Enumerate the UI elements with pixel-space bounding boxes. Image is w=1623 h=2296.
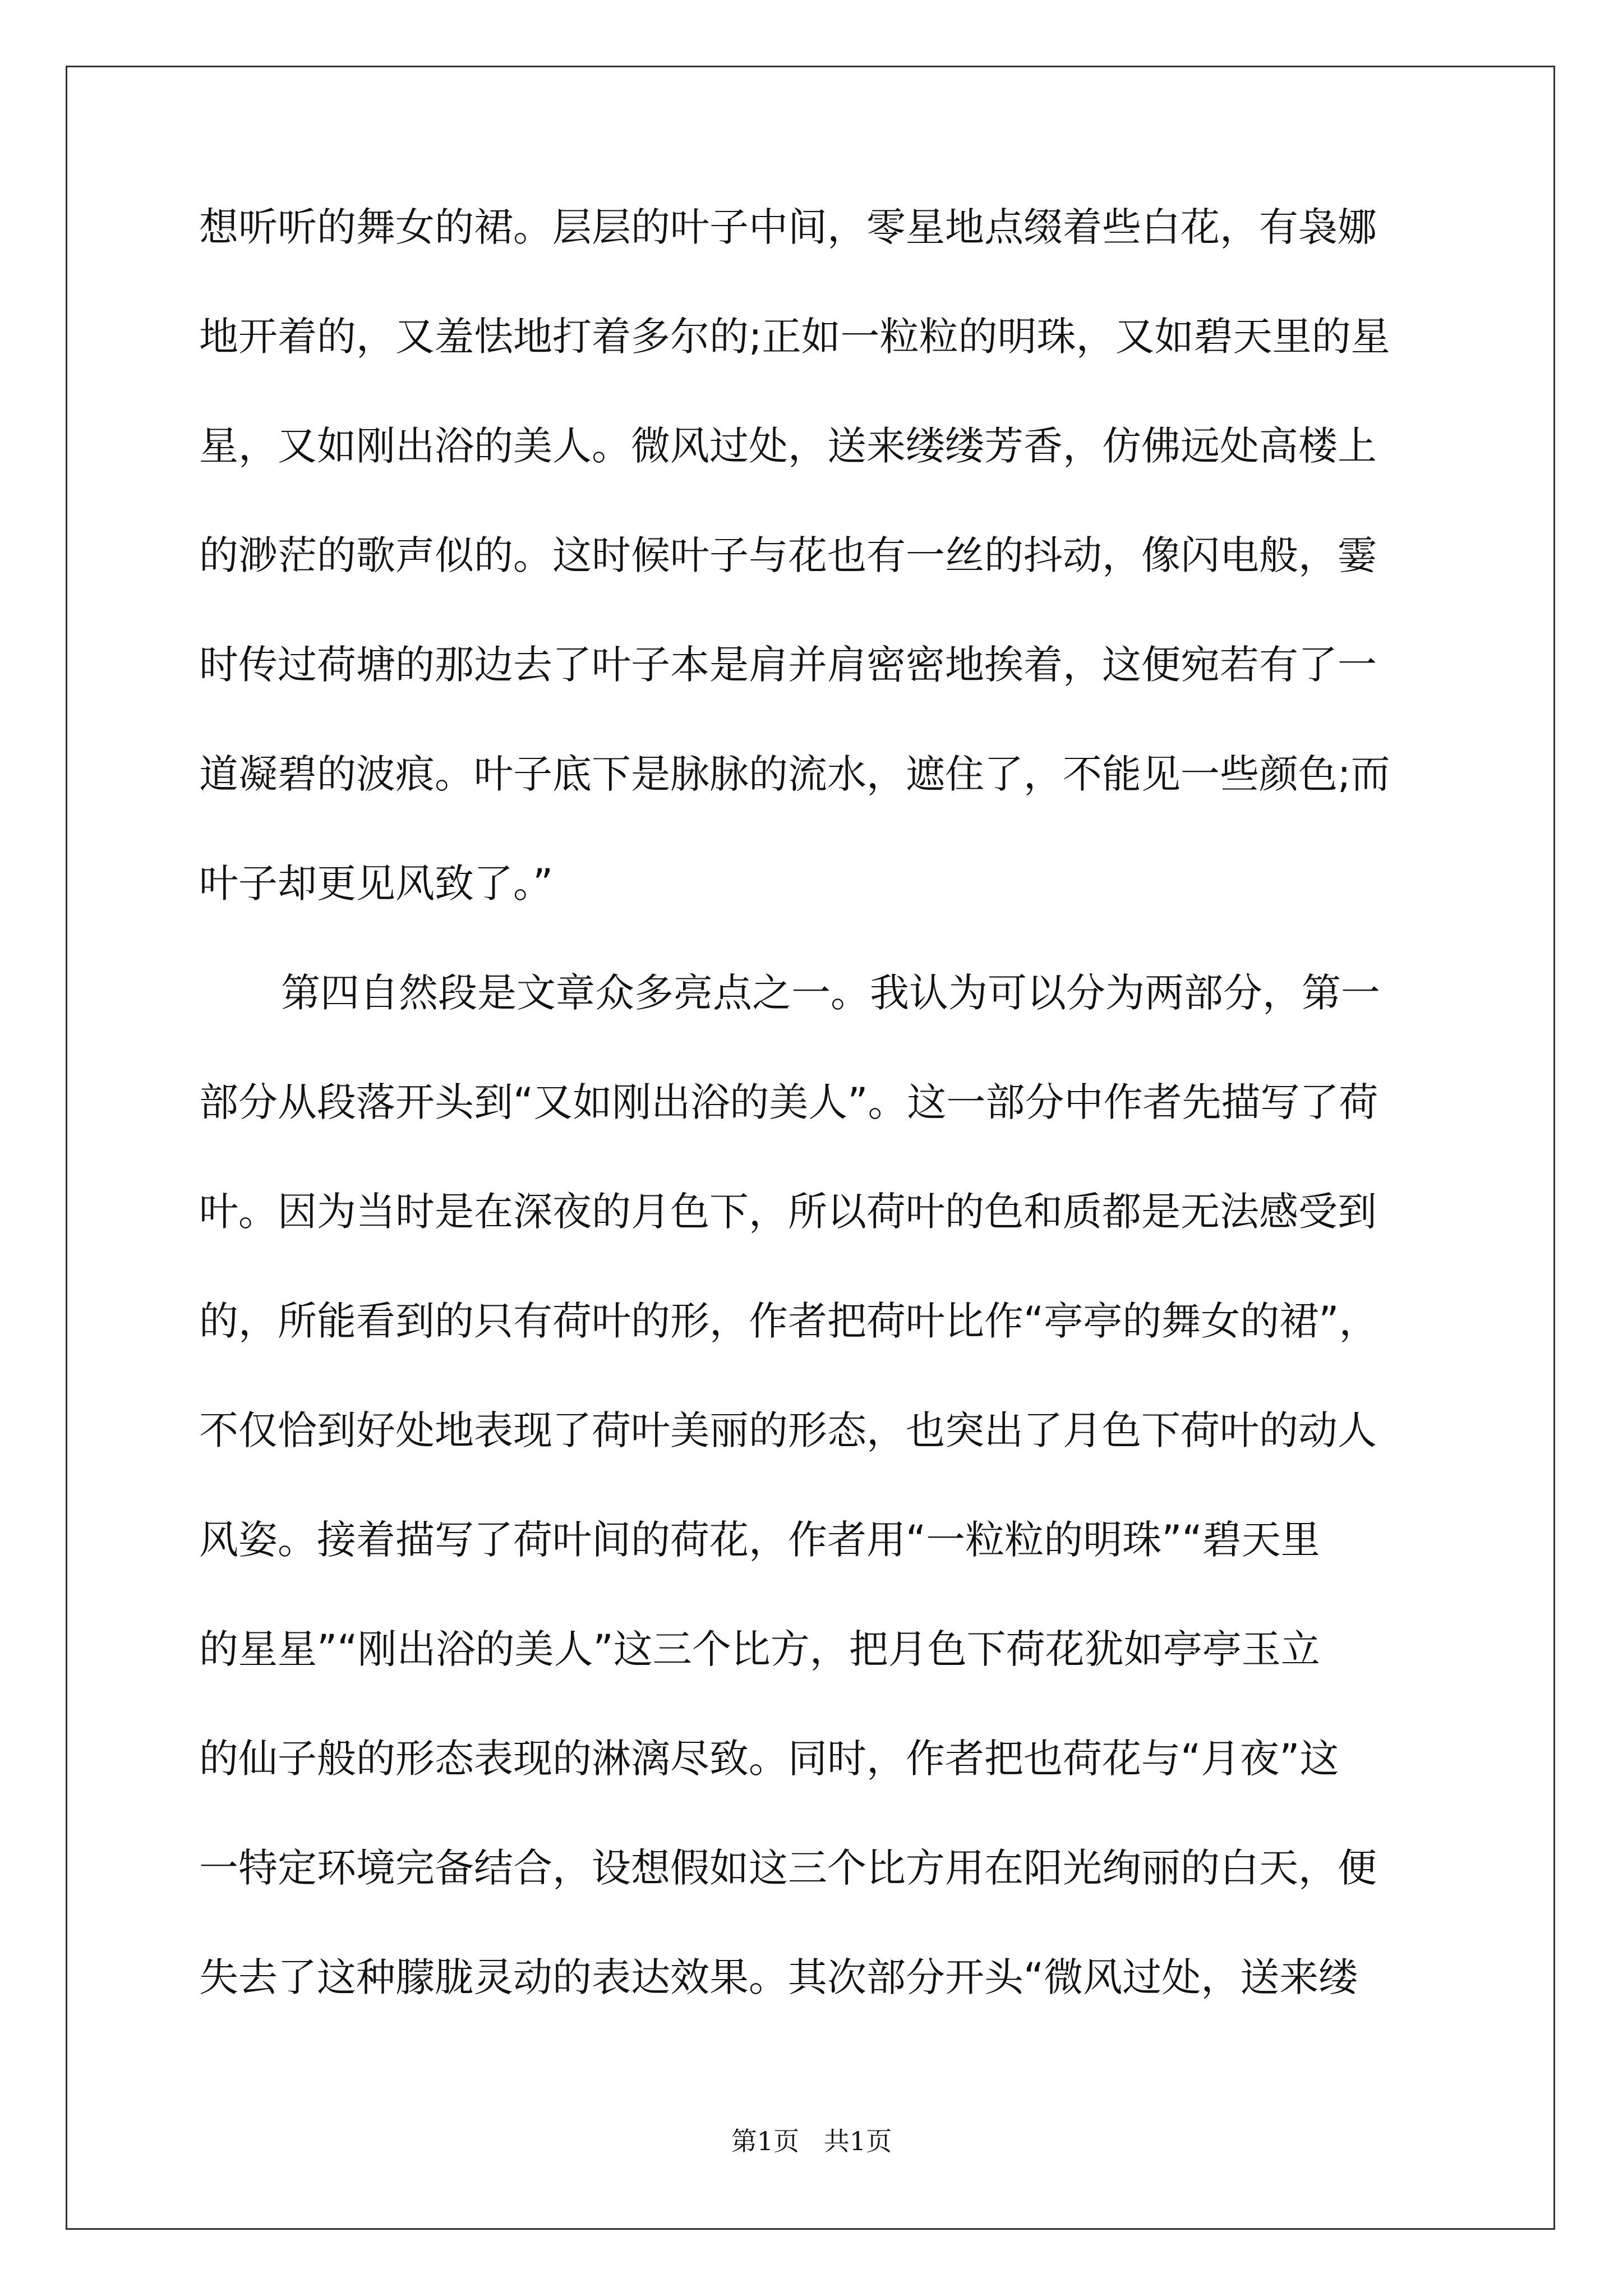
text-line: 叶。因为当时是在深夜的月色下，所以荷叶的色和质都是无法感受到 (199, 1189, 1377, 1235)
text-line: 的仙子般的形态表现的淋漓尽致。同时，作者把也荷花与“月夜”这 (199, 1736, 1339, 1782)
text-line: 地开着的，又羞怯地打着多尔的;正如一粒粒的明珠，又如碧天里的星 (199, 314, 1390, 360)
text-line: 叶子却更见风致了。” (199, 861, 554, 907)
text-line: 失去了这种朦胧灵动的表达效果。其次部分开头“微风过处，送来缕 (199, 1954, 1358, 2000)
text-line: 风姿。接着描写了荷叶间的荷花，作者用“一粒粒的明珠”“碧天里 (199, 1517, 1320, 1563)
text-line: 时传过荷塘的那边去了叶子本是肩并肩密密地挨着，这便宛若有了一 (199, 642, 1377, 688)
text-line: 道凝碧的波痕。叶子底下是脉脉的流水，遮住了，不能见一些颜色;而 (199, 751, 1390, 797)
text-line: 想听听的舞女的裙。层层的叶子中间，零星地点缀着些白花，有袅娜 (199, 204, 1377, 250)
text-line: 部分从段落开头到“又如刚出浴的美人”。这一部分中作者先描写了荷 (199, 1079, 1378, 1125)
text-line: 的星星”“刚出浴的美人”这三个比方，把月色下荷花犹如亭亭玉立 (199, 1626, 1320, 1672)
text-line: 的，所能看到的只有荷叶的形，作者把荷叶比作“亭亭的舞女的裙”， (199, 1298, 1378, 1344)
text-line: 的渺茫的歌声似的。这时候叶子与花也有一丝的抖动，像闪电般，霎 (199, 532, 1377, 578)
page-border (66, 66, 1555, 2230)
text-line: 一特定环境完备结合，设想假如这三个比方用在阳光绚丽的白天，便 (199, 1845, 1377, 1891)
page-footer: 第1页 共1页 (731, 2126, 892, 2156)
paragraph-first-line: 第四自然段是文章众多亮点之一。我认为可以分为两部分，第一 (281, 970, 1380, 1016)
text-line: 不仅恰到好处地表现了荷叶美丽的形态，也突出了月色下荷叶的动人 (199, 1407, 1377, 1453)
text-line: 星，又如刚出浴的美人。微风过处，送来缕缕芳香，仿佛远处高楼上 (199, 423, 1377, 469)
